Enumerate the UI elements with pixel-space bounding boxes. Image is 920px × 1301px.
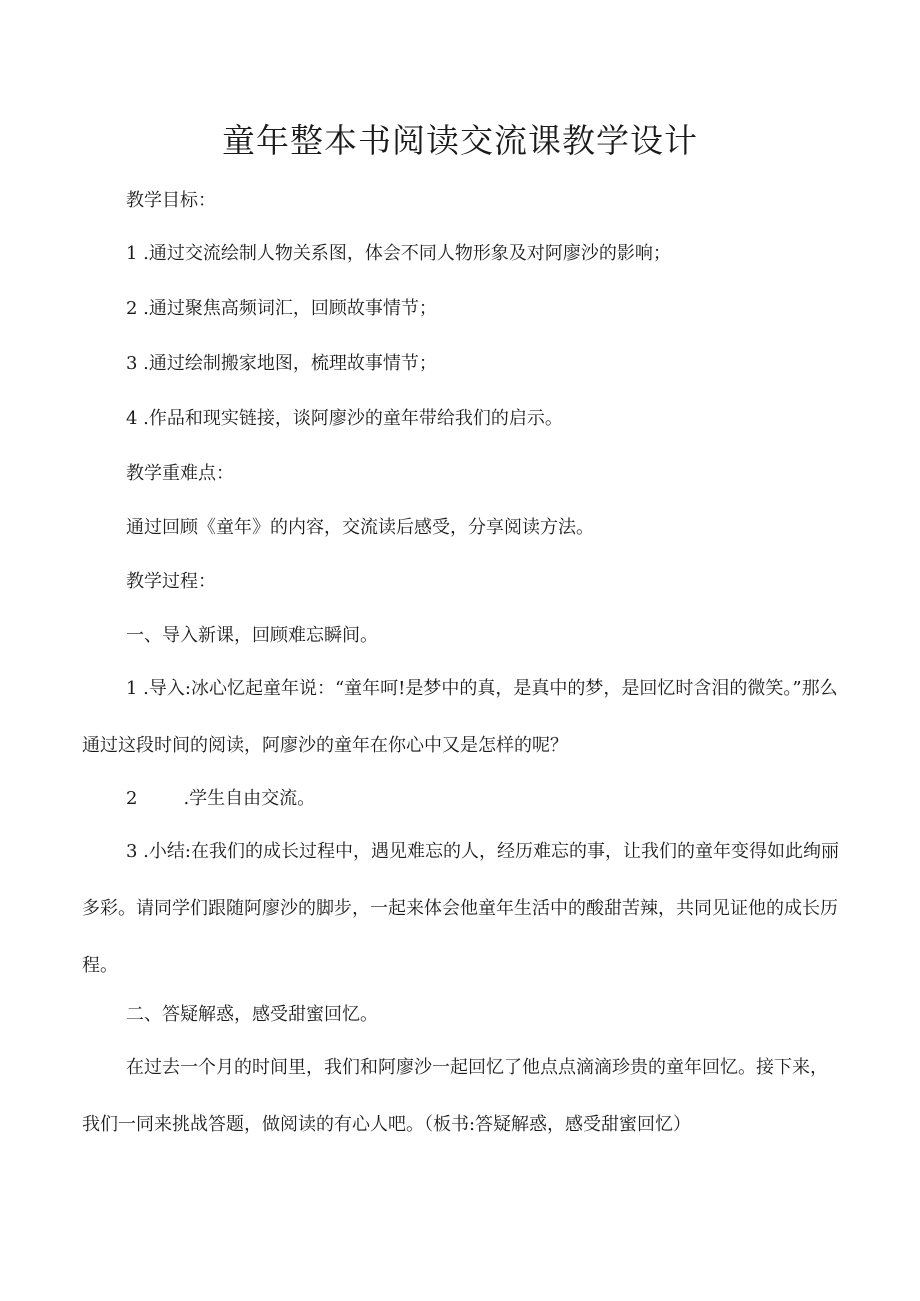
objective-item-1: 1 .通过交流绘制人物关系图，体会不同人物形象及对阿廖沙的影响； — [126, 243, 671, 264]
objective-item-2: 2 .通过聚焦高频词汇，回顾故事情节； — [126, 298, 437, 319]
objective-item-4: 4 .作品和现实链接，谈阿廖沙的童年带给我们的启示。 — [126, 408, 563, 429]
objective-item-3: 3 .通过绘制搬家地图，梳理故事情节； — [126, 353, 437, 374]
section1-step1: 1 .导入:冰心忆起童年说：“童年呵!是梦中的真，是真中的梦，是回忆时含泪的微笑。”那么通过这段时间的阅读，阿廖沙的童年在你心中又是怎样的呢？ — [82, 678, 838, 756]
objectives-heading: 教学目标： — [126, 190, 216, 211]
document-title: 童年整本书阅读交流课教学设计 — [222, 121, 698, 160]
section1-step2-text: .学生自由交流。 — [183, 788, 316, 809]
section2-heading: 二、答疑解惑，感受甜蜜回忆。 — [126, 1004, 378, 1025]
section2-body: 在过去一个月的时间里，我们和阿廖沙一起回忆了他点点滴滴珍贵的童年回忆。接下来，我们一同来挑战答题，做阅读的有心人吧。（板书:答疑解惑，感受甜蜜回忆） — [82, 1057, 828, 1135]
key-points-text: 通过回顾《童年》的内容，交流读后感受，分享阅读方法。 — [126, 517, 594, 538]
section1-heading: 一、导入新课，回顾难忘瞬间。 — [126, 625, 378, 646]
section1-step2 — [126, 786, 886, 812]
key-points-heading: 教学重难点： — [126, 463, 234, 484]
section1-step3: 3 .小结:在我们的成长过程中，遇见难忘的人，经历难忘的事，让我们的童年变得如此绚丽多彩。请同学们跟随阿廖沙的脚步，一起来体会他童年生活中的酸甜苦辣，共同见证他的成长历程。 — [82, 841, 839, 976]
process-heading: 教学过程： — [126, 571, 216, 592]
section1-step2-number: 2 — [126, 788, 138, 809]
